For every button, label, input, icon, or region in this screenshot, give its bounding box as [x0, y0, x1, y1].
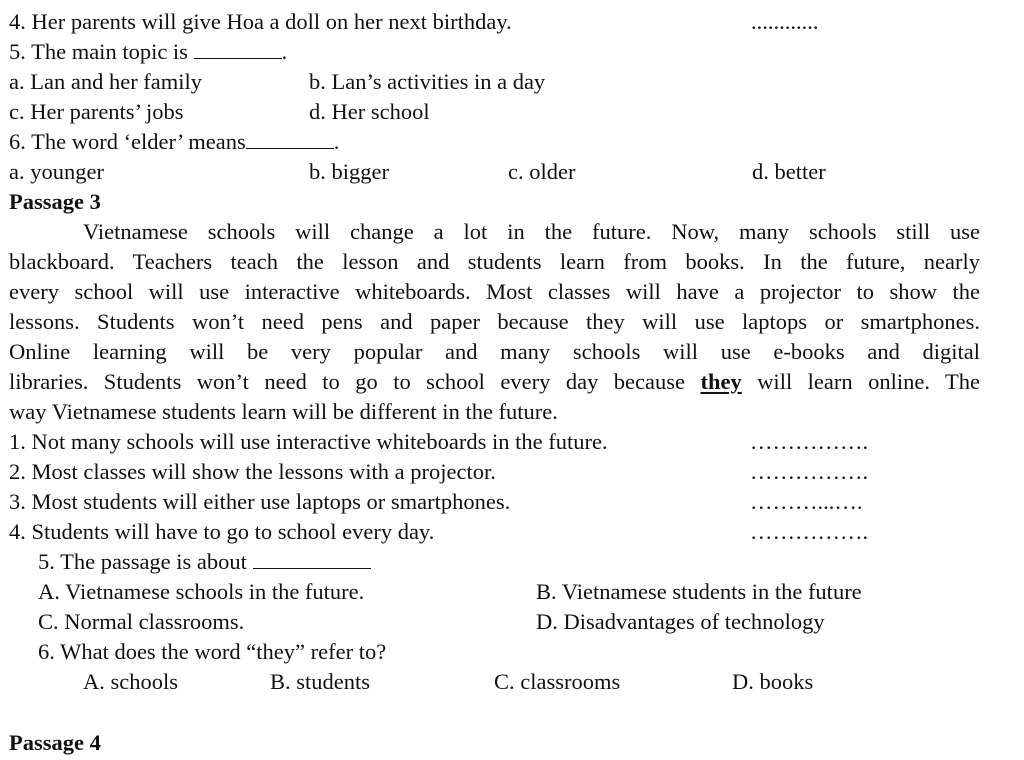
p2-q6-stem — [9, 127, 980, 157]
p2-q4-text: 4. Her parents will give Hoa a doll on her next birthday. — [9, 9, 512, 34]
p2-q6-blank — [246, 128, 334, 149]
p3-q6-option-b: B. students — [270, 669, 371, 694]
p3-tf-4 — [9, 517, 980, 547]
p3-q5-option-a: A. Vietnamese schools in the future. — [38, 579, 365, 604]
p2-q6-stem-end: . — [333, 129, 340, 154]
p2-q5-options-row2 — [9, 97, 980, 127]
p3-tf-4-dots: ……………. — [750, 519, 869, 544]
passage-3-line-2: blackboard. Teachers teach the lesson and students learn from books. In the future, nearly — [9, 249, 980, 274]
p2-q5-stem-text: 5. The main topic is — [9, 39, 194, 64]
p2-q5-option-b: b. Lan’s activities in a day — [309, 69, 546, 94]
passage-3-line-6 — [9, 367, 980, 397]
p3-tf-2 — [9, 457, 980, 487]
p3-q6-option-d: D. books — [732, 669, 814, 694]
p3-q6-option-c: C. classrooms — [494, 669, 621, 694]
passage-3-title: Passage 3 — [9, 189, 101, 214]
passage-3-line-6-end: will learn online. The — [757, 369, 980, 394]
p3-q6-options — [83, 667, 980, 697]
p3-q6-stem: 6. What does the word “they” refer to? — [38, 639, 387, 664]
p3-tf-2-text: 2. Most classes will show the lessons with a projector. — [9, 459, 496, 484]
p2-q5-option-a: a. Lan and her family — [9, 69, 203, 94]
p3-tf-1-text: 1. Not many schools will use interactive whiteboards in the future. — [9, 429, 608, 454]
p2-q5-options-row1 — [9, 67, 980, 97]
p3-q5-options-row2 — [38, 607, 980, 637]
p3-q5-stem — [38, 547, 980, 577]
passage-4-title: Passage 4 — [9, 730, 101, 755]
p2-q4 — [9, 7, 980, 37]
p2-q5-stem — [9, 37, 980, 67]
p3-q5-options-row1 — [38, 577, 980, 607]
p3-q5-option-c: C. Normal classrooms. — [38, 609, 245, 634]
p2-q6-options — [9, 157, 980, 187]
p3-q5-option-d: D. Disadvantages of technology — [536, 609, 825, 634]
p3-tf-3-dots: ………...…. — [750, 489, 863, 514]
p2-q6-stem-text: 6. The word ‘elder’ means — [9, 129, 246, 154]
p2-q6-option-d: d. better — [752, 159, 826, 184]
p2-q6-option-b: b. bigger — [309, 159, 389, 184]
passage-3-line-5: Online learning will be very popular and many schools will use e-books and digital — [9, 339, 980, 364]
passage-3-line-4: lessons. Students won’t need pens and paper because they will use laptops or smartphones. — [9, 309, 980, 334]
passage-3-line-1: Vietnamese schools will change a lot in the future. Now, many schools still use — [83, 219, 980, 244]
p2-q6-option-a: a. younger — [9, 159, 104, 184]
passage-3-line-3: every school will use interactive whiteboards. Most classes will have a projector to show the — [9, 279, 980, 304]
p3-q5-blank — [253, 548, 371, 569]
p2-q5-stem-end: . — [281, 39, 288, 64]
p3-q5-option-b: B. Vietnamese students in the future — [536, 579, 862, 604]
p2-q5-option-d: d. Her school — [309, 99, 430, 124]
p3-q5-stem-text: 5. The passage is about — [38, 549, 247, 574]
p3-tf-4-text: 4. Students will have to go to school every day. — [9, 519, 435, 544]
p2-q6-option-c: c. older — [508, 159, 576, 184]
p3-tf-3 — [9, 487, 980, 517]
p3-tf-2-dots: ……………. — [750, 459, 869, 484]
passage-3-line-6-start: libraries. Students won’t need to go to school every day because — [9, 369, 685, 394]
p2-q5-blank — [194, 38, 282, 59]
p3-tf-1-dots: ……………. — [750, 429, 869, 454]
p2-q5-option-c: c. Her parents’ jobs — [9, 99, 184, 124]
passage-3-line-7: way Vietnamese students learn will be different in the future. — [9, 399, 558, 424]
p3-tf-3-text: 3. Most students will either use laptops or smartphones. — [9, 489, 511, 514]
passage-3-word-they: they — [700, 369, 742, 394]
p3-tf-1 — [9, 427, 980, 457]
p3-q6-option-a: A. schools — [83, 669, 178, 694]
p2-q4-answer-dots: ............ — [751, 9, 819, 34]
